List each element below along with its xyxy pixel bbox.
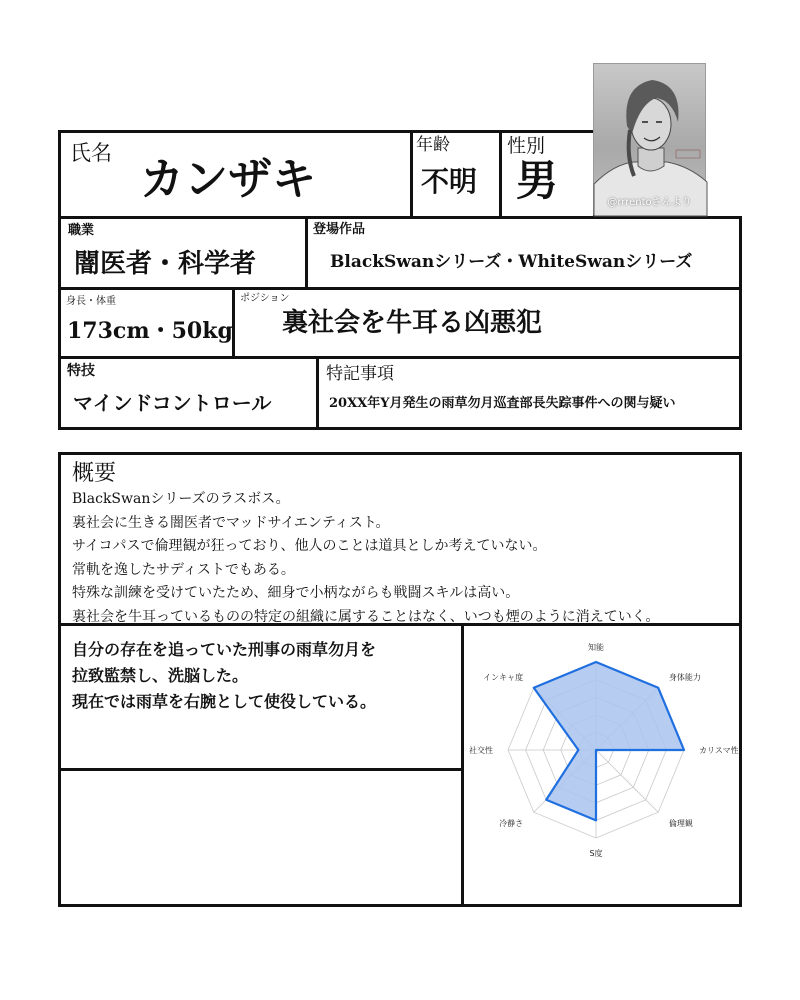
age-value: 不明 — [421, 165, 478, 198]
summary-title: 概要 — [72, 461, 117, 486]
works-label: 登場作品 — [313, 222, 366, 237]
gender-value: 男 — [516, 156, 559, 205]
radar-data-area — [534, 662, 684, 820]
position-value: 裏社会を牛耳る凶悪犯 — [282, 308, 543, 338]
story-line: 拉致監禁し、洗脳した。 — [72, 666, 249, 685]
summary-line: サイコパスで倫理観が狂っており、他人のことは道具としか考えていない。 — [72, 538, 547, 554]
radar-axis-label: 知能 — [588, 643, 604, 652]
body-label: 身長・体重 — [66, 296, 116, 307]
radar-axis-label: インキャ度 — [483, 673, 524, 683]
skill-label: 特技 — [67, 363, 95, 379]
radar-axis-label: 社交性 — [469, 746, 493, 755]
occupation-value: 闇医者・科学者 — [74, 249, 257, 279]
story-line: 現在では雨草を右腕として使役している。 — [72, 692, 377, 711]
radar-axis-label: 倫理観 — [668, 818, 693, 828]
summary-line: 特殊な訓練を受けていたため、細身で小柄ながらも戦闘スキルは高い。 — [72, 585, 520, 601]
radar-axis-label: カリスマ性 — [699, 746, 739, 755]
radar-chart — [469, 630, 739, 900]
skill-value: マインドコントロール — [73, 391, 272, 415]
notes-value: 20XX年Y月発生の雨草勿月巡査部長失踪事件への関与疑い — [329, 396, 676, 411]
column-divider — [461, 623, 464, 907]
name-label: 氏名 — [70, 141, 112, 165]
summary-line: BlackSwanシリーズのラスボス。 — [72, 491, 290, 507]
summary-text — [72, 488, 659, 629]
story-text — [72, 637, 376, 715]
age-label: 年齢 — [416, 135, 450, 155]
character-portrait — [593, 63, 706, 215]
story-line: 自分の存在を追っていた刑事の雨草勿月を — [72, 640, 377, 659]
works-value: BlackSwanシリーズ・WhiteSwanシリーズ — [330, 252, 693, 272]
radar-axis-label: S度 — [589, 849, 603, 858]
notes-label: 特記事項 — [326, 364, 394, 384]
summary-line: 裏社会を牛耳っているものの特定の組織に属することはなく、いつも煙のように消えていく。 — [72, 608, 660, 625]
position-label: ポジション — [240, 293, 290, 304]
gender-label: 性別 — [507, 135, 546, 157]
radar-axis-label: 冷静さ — [499, 818, 524, 828]
photo-credit: @rrrentoさんより — [607, 197, 692, 208]
summary-line: 裏社会に生きる闇医者でマッドサイエンティスト。 — [72, 514, 390, 531]
character-name: カンザキ — [140, 154, 316, 205]
radar-axis-label: 身体能力 — [668, 673, 701, 683]
body-value: 173cm・50kg — [67, 318, 233, 344]
story-divider — [58, 768, 464, 771]
occupation-label: 職業 — [68, 223, 95, 238]
summary-line: 常軌を逸したサディストでもある。 — [72, 561, 295, 578]
